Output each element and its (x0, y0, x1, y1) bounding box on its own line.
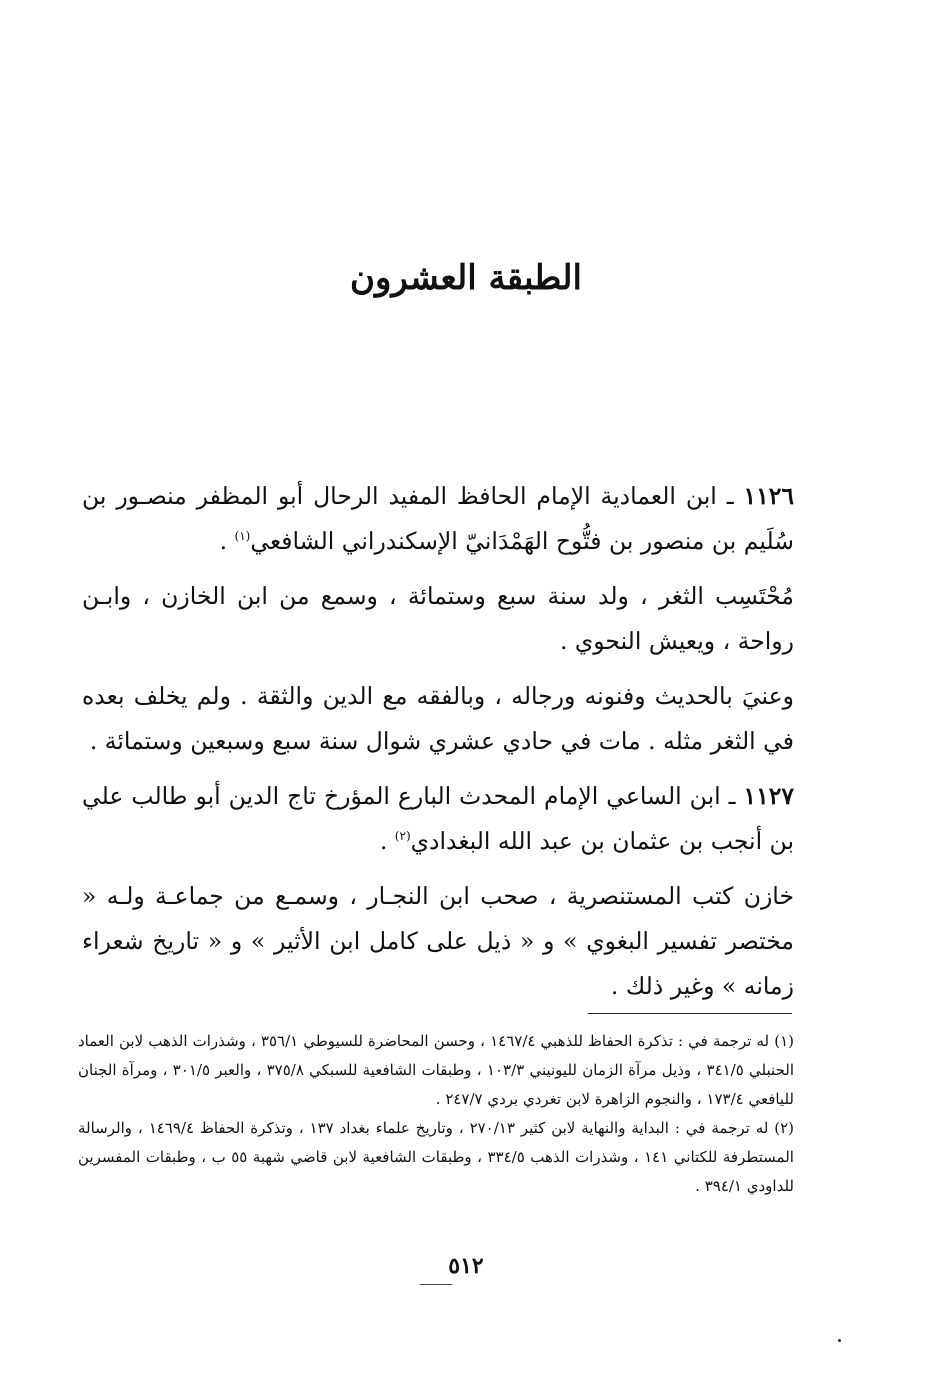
entry-heading-text: ـ ابن العمادية الإمام الحافظ المفيد الرحال أبو المظفر منصـور بن سُلَيم بن منصور بن فتُّوح الهَمْدَانيّ الإسكندراني الشافعي (82, 482, 794, 555)
main-text (82, 474, 794, 1019)
entry-number: ١١٢٦ (743, 482, 794, 510)
entry-heading-end: . (379, 827, 395, 855)
entry-number: ١١٢٧ (743, 782, 794, 810)
chapter-title: الطبقة العشرون (350, 258, 582, 298)
footnote-2: (٢) له ترجمة في : البداية والنهاية لابن كثير ٢٧٠/١٣ ، وتاريخ علماء بغداد ١٣٧ ، وتذكرة الحفاظ ١٤٦٩/٤ ، والرسالة المستطرفة للكتاني ١٤١ ، وشذرات الذهب ٣٣٤/٥ ، وطبقات الشافعية لابن قاضي شهبة ٥٥ ب ، وطبقات المفسرين للداودي ٣٩٤/١ . (78, 1119, 795, 1195)
entry-1126-heading (82, 474, 794, 564)
entry-1126-paragraph-1: مُحْتَسِب الثغر ، ولد سنة سبع وستمائة ، وسمع من ابن الخازن ، وابـن رواحة ، ويعيش النحوي . (82, 582, 794, 655)
entry-1127-heading (82, 774, 794, 864)
page-number-underline (420, 1284, 452, 1285)
footnote-divider (588, 1013, 792, 1014)
entry-1126-paragraph-2: وعنيَ بالحديث وفنونه ورجاله ، وبالفقه مع الدين والثقة . ولم يخلف بعده في الثغر مثله . مات في حادي عشري شوال سنة سبع وسبعين وستمائة . (82, 682, 794, 755)
page-number: ٥١٢ (448, 1253, 484, 1279)
entry-heading-end: . (219, 527, 235, 555)
footnotes (78, 1027, 794, 1201)
footnote-1: (١) له ترجمة في : تذكرة الحفاظ للذهبي ١٤٦٧/٤ ، وحسن المحاضرة للسيوطي ٣٥٦/١ ، وشذرات الذهب لابن العماد الحنبلي ٣٤١/٥ ، وذيل مرآة الزمان لليونيني ١٠٣/٣ ، وطبقات الشافعية للسبكي ٣٧٥/٨ ، والعبر ٣٠١/٥ ، ومرآة الجنان لليافعي ١٧٣/٤ ، والنجوم الزاهرة لابن تغردي بردي ٢٤٧/٧ . (78, 1032, 794, 1108)
footnote-reference: (٢) (394, 829, 411, 844)
scan-speck (838, 1339, 841, 1342)
footnote-reference: (١) (234, 529, 251, 544)
entry-heading-text: ـ ابن الساعي الإمام المحدث البارع المؤرخ تاج الدين أبو طالب علي بن أنجب بن عثمان بن عبد الله البغدادي (82, 782, 794, 855)
entry-1127-paragraph-1: خازن كتب المستنصرية ، صحب ابن النجـار ، وسمـع من جماعـة ولـه « مختصر تفسير البغوي » و « ذيل على كامل ابن الأثير » و « تاريخ شعراء زمانه » وغير ذلك . (82, 882, 794, 1000)
